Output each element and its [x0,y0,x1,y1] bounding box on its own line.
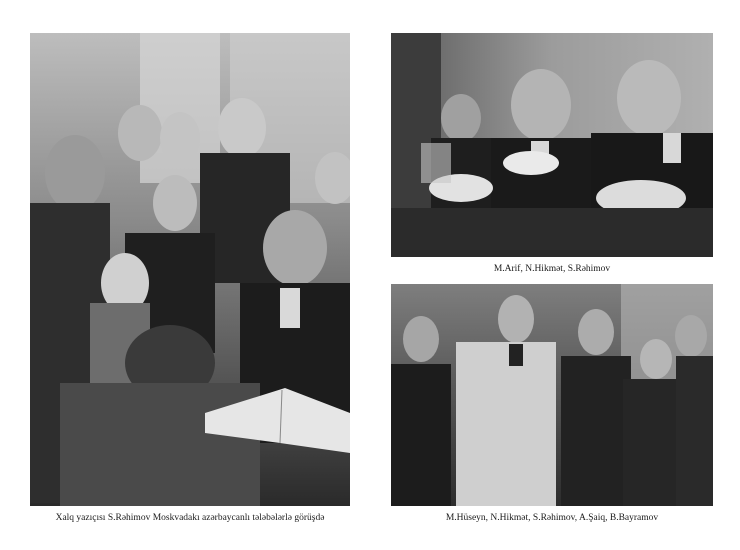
caption-arif-hikmet-rahimov: M.Arif, N.Hikmət, S.Rəhimov [493,264,611,274]
photo-group-five-men [391,284,713,506]
photo-students-meeting [30,33,350,506]
photo-arif-hikmet-rahimov [391,33,713,257]
caption-group-five-men: M.Hüseyn, N.Hikmət, S.Rəhimov, A.Şaiq, B.Bayramov [445,513,659,523]
caption-students-meeting: Xalq yazıçısı S.Rəhimov Moskvadakı azərbaycanlı tələbələrlə görüşdə [55,513,325,523]
